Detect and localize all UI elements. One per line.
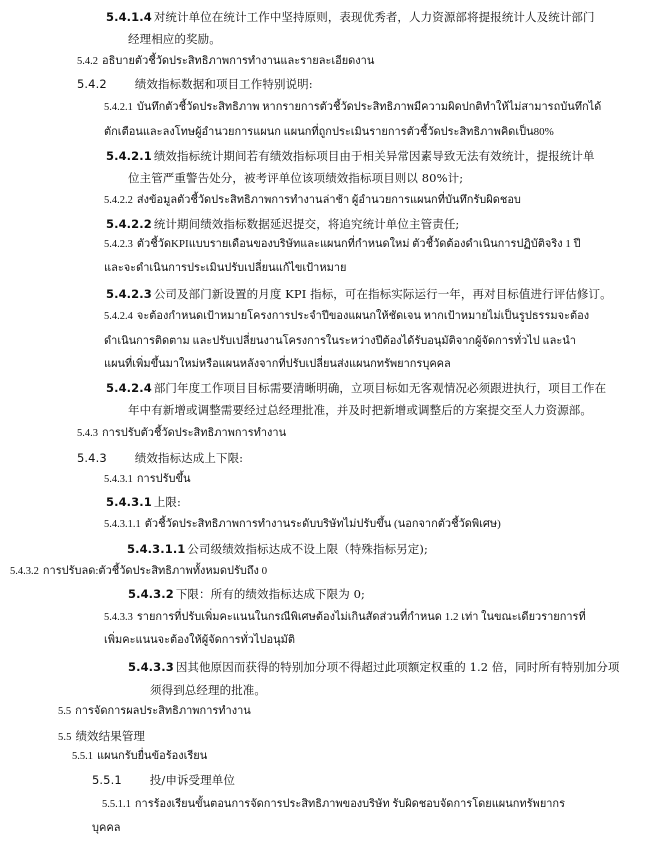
line-5-4-2-1-zh: 5.4.2.1 绩效指标统计期间若有绩效指标项目由于相关异常因素导致无法有效统计，提报统计单 xyxy=(106,149,595,163)
line-5-4-3-1-th: 5.4.3.1 การปรับขึ้น xyxy=(104,473,191,485)
line-5-4-2-4-th: 5.4.2.4 จะต้องกำหนดเป้าหมายโครงการประจำปีของแผนกให้ชัดเจน หากเป้าหมายไม่เป็นรูปธรรมจะต้อง xyxy=(104,310,590,322)
line-5-4-3-th: 5.4.3 การปรับตัวชี้วัดประสิทธิภาพการทำงาน xyxy=(77,427,287,439)
line-5-4-3-1-zh: 5.4.3.1 上限: xyxy=(106,495,182,509)
line-5-4-2-1-th-cont: ตักเตือนและลงโทษผู้อำนวยการแผนก แผนกที่ถูกประเมินรายการตัวชี้วัดประสิทธิภาพคิดเป็น80% xyxy=(104,126,554,138)
line-5-4-2-4-zh: 5.4.2.4 部门年度工作项目目标需要清晰明确，立项目标如无客观情况必须跟进执行，项目工作在 xyxy=(106,381,607,395)
line-5-4-3-1-1-zh: 5.4.3.1.1 公司级绩效指标达成不设上限（特殊指标另定); xyxy=(127,542,428,556)
line-5-4-2-3-th-cont: และจะดำเนินการประเมินปรับเปลี่ยนแก้ไขเป้าหมาย xyxy=(104,262,347,274)
line-5-4-3-1-1-th: 5.4.3.1.1 ตัวชี้วัดประสิทธิภาพการทำงานระดับบริษัทไม่ปรับขึ้น (นอกจากตัวชี้วัดพิเศษ) xyxy=(104,518,501,530)
line-5-4-2-2-zh: 5.4.2.2 统计期间绩效指标数据延迟提交，将追究统计单位主管责任; xyxy=(106,217,460,231)
line-5-4-3-2-th: 5.4.3.2 การปรับลด:ตัวชี้วัดประสิทธิภาพทั้งหมดปรับถึง 0 xyxy=(10,565,268,577)
line-5-4-2-3-zh: 5.4.2.3 公司及部门新设置的月度 KPI 指标，可在指标实际运行一年，再对目标值进行评估修订。 xyxy=(106,287,612,301)
line-5-5-1-th: 5.5.1 แผนกรับยื่นข้อร้องเรียน xyxy=(72,750,208,762)
line-5-4-2-zh: 5.4.2 绩效指标数据和项目工作特别说明: xyxy=(77,77,313,91)
line-5-4-2-4-zh-cont: 年中有新增或调整需要经过总经理批准，并及时把新增或调整后的方案提交至人力资源部。 xyxy=(128,403,592,417)
line-5-5-1-1-th: 5.5.1.1 การร้องเรียนขั้นตอนการจัดการประสิทธิภาพของบริษัท รับผิดชอบจัดการโดยแผนกทรัพยากร xyxy=(102,798,566,810)
line-5-5-zh: 5.5 绩效结果管理 xyxy=(58,729,146,743)
line-5-4-1-4-zh: 5.4.1.4 对统计单位在统计工作中坚持原则，表现优秀者，人力资源部将提报统计人及统计部门 xyxy=(106,10,595,24)
line-5-4-3-3-th: 5.4.3.3 รายการที่ปรับเพิ่มคะแนนในกรณีพิเศษต้องไม่เกินสัดส่วนที่กำหนด 1.2 เท่า ในขณะเดียวรายการที่ xyxy=(104,611,586,623)
line-5-5-1-1-th-cont: บุคคล xyxy=(92,822,121,834)
line-5-4-3-3-zh-cont: 须得到总经理的批准。 xyxy=(150,683,266,697)
line-5-4-2-4-th-cont1: ดำเนินการติดตาม และปรับเปลี่ยนงานโครงการในระหว่างปีต้องได้รับอนุมัติจากผู้จัดการทั่วไป และนำ xyxy=(104,335,576,347)
line-5-4-2-3-th: 5.4.2.3 ตัวชี้วัดKPIแบบรายเดือนของบริษัทและแผนกที่กำหนดใหม่ ตัวชี้วัดต้องดำเนินการปฏิบัติจริง 1 ปี xyxy=(104,238,581,250)
line-5-4-3-3-th-cont: เพิ่มคะแนนจะต้องให้ผู้จัดการทั่วไปอนุมัติ xyxy=(104,634,295,646)
line-5-4-2-2-th: 5.4.2.2 ส่งข้อมูลตัวชี้วัดประสิทธิภาพการทำงานล่าช้า ผู้อำนวยการแผนกที่บันทึกรับผิดชอบ xyxy=(104,194,521,206)
line-5-4-2-1-zh-cont: 位主管严重警告处分，被考评单位该项绩效指标项目则以 80%计; xyxy=(128,171,464,185)
line-5-4-3-2-zh: 5.4.3.2 下限：所有的绩效指标达成下限为 0; xyxy=(128,587,365,601)
line-5-4-3-zh: 5.4.3 绩效指标达成上下限: xyxy=(77,451,244,465)
line-5-4-3-3-zh: 5.4.3.3 因其他原因而获得的特别加分项不得超过此项额定权重的 1.2 倍，同时所有特别加分项 xyxy=(128,660,620,674)
line-5-4-2-1-th: 5.4.2.1 บันทึกตัวชี้วัดประสิทธิภาพ หากรายการตัวชี้วัดประสิทธิภาพมีความผิดปกติทำให้ไม่สามารถบันทึกได้ xyxy=(104,101,602,113)
line-5-4-1-4-zh-cont: 经理相应的奖励。 xyxy=(128,32,221,46)
line-5-4-2-4-th-cont2: แผนที่เพิ่มขึ้นมาใหม่หรือแผนหลังจากที่ปรับเปลี่ยนส่งแผนกทรัพยากรบุคคล xyxy=(104,358,451,370)
line-5-5-th: 5.5 การจัดการผลประสิทธิภาพการทำงาน xyxy=(58,705,251,717)
line-5-5-1-zh: 5.5.1 投/申诉受理单位 xyxy=(92,773,235,787)
line-5-4-2-th: 5.4.2 อธิบายตัวชี้วัดประสิทธิภาพการทำงานและรายละเอียดงาน xyxy=(77,55,375,67)
